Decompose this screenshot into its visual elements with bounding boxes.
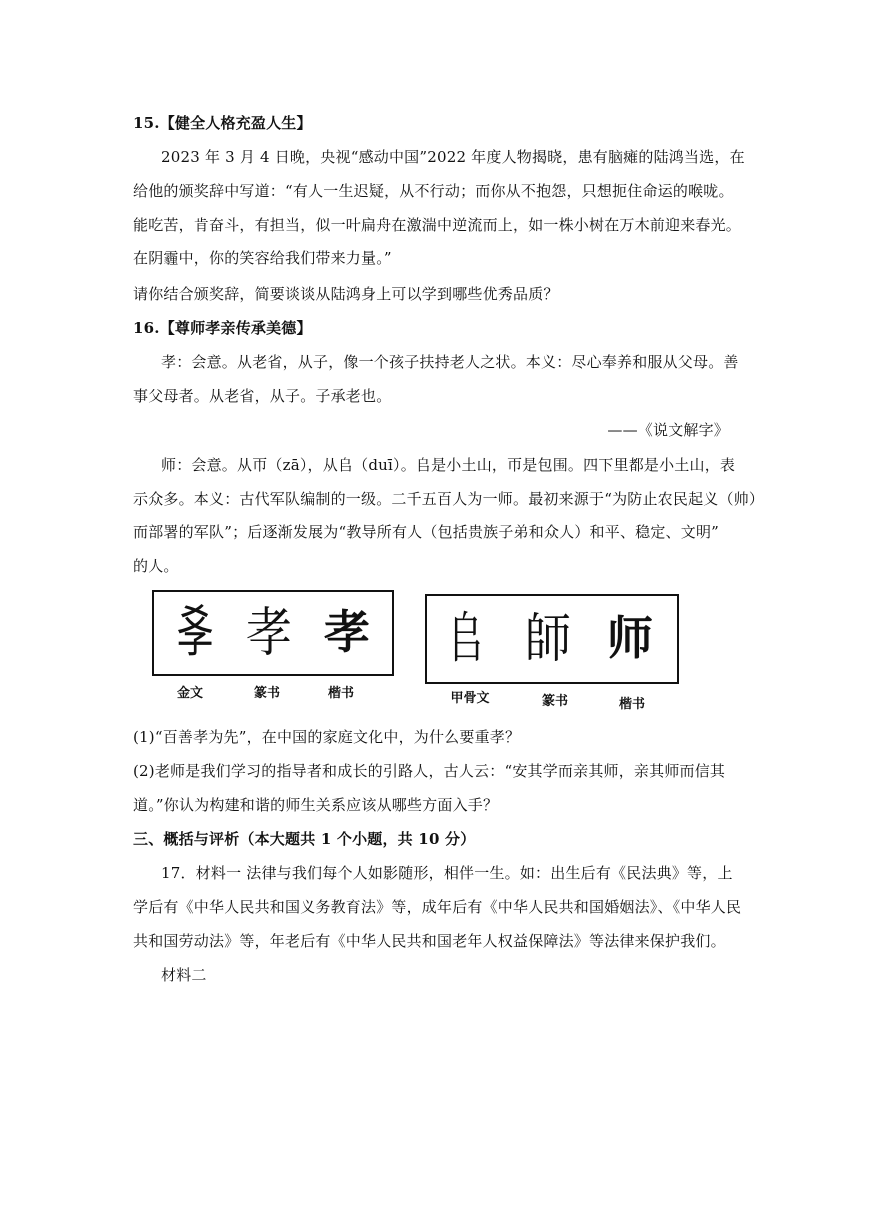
caption-jinwen: 金文 bbox=[176, 686, 203, 701]
caption-kaishu: 楷书 bbox=[327, 686, 354, 701]
q16-shi-line: 师：会意。从帀（zā），从𠂤（duī）。𠂤是小土山，帀是包围。四下里都是小土山，表 bbox=[161, 456, 736, 474]
shi-jiaguwen-glyph: 𠂤 bbox=[447, 605, 485, 671]
section-3-heading: 三、概括与评析（本大题共 1 个小题，共 10 分） bbox=[133, 830, 476, 848]
q15-paragraph-line: 在阴霾中，你的笑容给我们带来力量。” bbox=[133, 249, 392, 267]
q17-material1-line: 学后有《中华人民共和国义务教育法》等，成年后有《中华人民共和国婚姻法》、《中华人民 bbox=[133, 898, 742, 916]
q15-title: 15.【健全人格充盈人生】 bbox=[133, 114, 312, 132]
q15-paragraph-line: 2023 年 3 月 4 日晚，央视“感动中国”2022 年度人物揭晓，患有脑瘫的陆鸿当选，在 bbox=[161, 148, 745, 166]
shi-script-figure bbox=[425, 594, 679, 684]
shi-kaishu-glyph: 师 bbox=[607, 611, 653, 665]
q16-xiao-line: 孝：会意。从老省，从子，像一个孩子扶持老人之状。本义：尽心奉养和服从父母。善 bbox=[161, 353, 739, 371]
q17-material1-line: 共和国劳动法》等，年老后有《中华人民共和国老年人权益保障法》等法律来保护我们。 bbox=[133, 932, 726, 950]
caption-zhuanshu: 篆书 bbox=[253, 686, 280, 701]
q15-question: 请你结合颁奖辞，简要谈谈从陆鸿身上可以学到哪些优秀品质？ bbox=[133, 285, 559, 303]
q15-paragraph-line: 给他的颁奖辞中写道：“有人一生迟疑，从不行动；而你从不抱怨，只想扼住命运的喉咙。 bbox=[133, 182, 734, 200]
caption-zhuanshu: 篆书 bbox=[541, 694, 568, 709]
xiao-kaishu-glyph: 孝 bbox=[324, 605, 370, 659]
q16-shi-line: 示众多。本义：古代军队编制的一级。二千五百人为一师。最初来源于“为防止农民起义（帅） bbox=[133, 490, 765, 508]
xiao-script-figure bbox=[152, 590, 394, 676]
q16-subquestion-2: (2)老师是我们学习的指导者和成长的引路人，古人云：“安其学而亲其师，亲其师而信其 bbox=[133, 762, 726, 780]
q17-material2-label: 材料二 bbox=[161, 966, 207, 984]
q16-shi-line: 而部署的军队”；后逐渐发展为“教导所有人（包括贵族子弟和众人）和平、稳定、文明” bbox=[133, 523, 720, 541]
q16-xiao-line: 事父母者。从老省，从子。子承老也。 bbox=[133, 387, 392, 405]
q17-material1-line: 17．材料一 法律与我们每个人如影随形，相伴一生。如：出生后有《民法典》等，上 bbox=[161, 864, 733, 882]
shi-zhuanshu-glyph: 師 bbox=[525, 606, 571, 670]
q15-paragraph-line: 能吃苦，肯奋斗，有担当，似一叶扁舟在激湍中逆流而上，如一株小树在万木前迎来春光。 bbox=[133, 216, 742, 234]
xiao-zhuanshu-glyph: 孝 bbox=[246, 600, 292, 664]
q16-shi-line: 的人。 bbox=[133, 557, 179, 575]
q16-title: 16.【尊师孝亲传承美德】 bbox=[133, 319, 312, 337]
q16-subquestion-1: (1)“百善孝为先”，在中国的家庭文化中，为什么要重孝？ bbox=[133, 728, 521, 746]
caption-jiaguwen: 甲骨文 bbox=[450, 691, 490, 706]
q16-source: ——《说文解字》 bbox=[607, 421, 729, 439]
xiao-jinwen-glyph: 𡥈 bbox=[176, 599, 214, 665]
q16-subquestion-2-cont: 道。”你认为构建和谐的师生关系应该从哪些方面入手？ bbox=[133, 796, 499, 814]
caption-kaishu: 楷书 bbox=[618, 697, 645, 712]
